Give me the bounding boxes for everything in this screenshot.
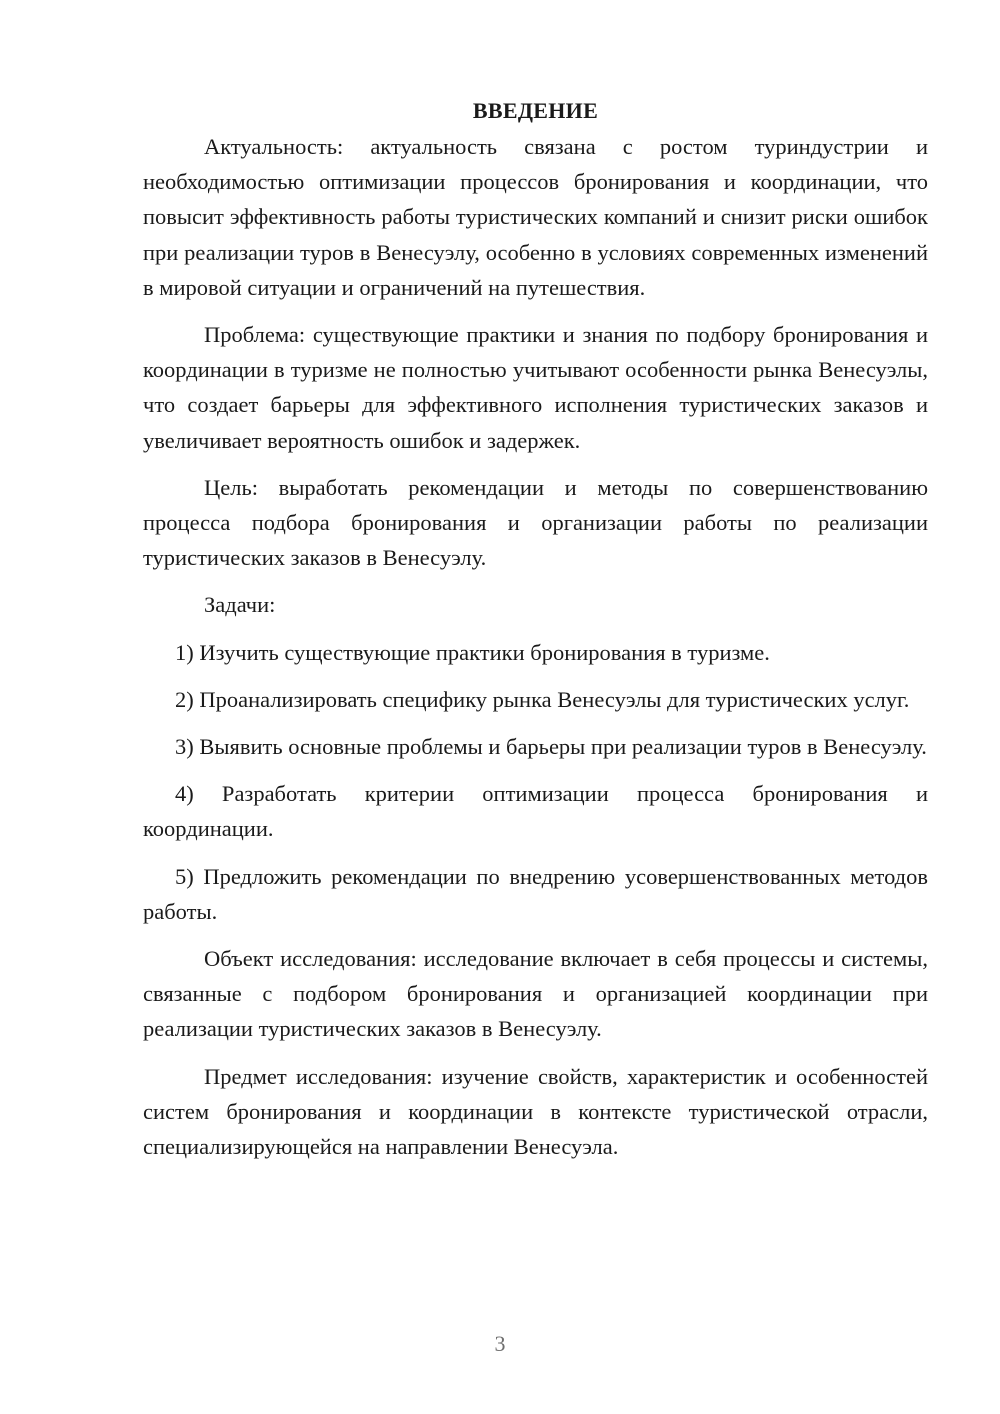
paragraph-problem: Проблема: существующие практики и знания по подбору бронирования и координации в туризме не полностью учитывают особенности рынка Венесуэлы, что создает барьеры для эффективного исполнения туристических заказов и увеличивает вероятность ошибок и задержек.	[143, 322, 928, 453]
tasks-list	[143, 635, 928, 929]
paragraph-object: Объект исследования: исследование включает в себя процессы и системы, связанные с подбором бронирования и организацией координации при реализации туристических заказов в Венесуэлу.	[143, 946, 928, 1042]
page-number: 3	[494, 1331, 506, 1356]
task-item-3: 3) Выявить основные проблемы и барьеры при реализации туров в Венесуэлу.	[175, 734, 927, 760]
page-title: ВВЕДЕНИЕ	[472, 98, 599, 123]
paragraph-subject: Предмет исследования: изучение свойств, характеристик и особенностей систем бронирования и координации в контексте туристической отрасли, специализирующейся на направлении Венесуэла.	[143, 1063, 928, 1160]
task-item-5: 5) Предложить рекомендации по внедрению усовершенствованных методов работы.	[143, 863, 928, 924]
task-item-1: 1) Изучить существующие практики бронирования в туризме.	[175, 639, 770, 665]
document-page	[143, 94, 928, 1164]
paragraph-goal: Цель: выработать рекомендации и методы по совершенствованию процесса подбора бронирования и организации работы по реализации туристических заказов в Венесуэлу.	[143, 474, 928, 571]
task-item-4: 4) Разработать критерии оптимизации процесса бронирования и координации.	[143, 781, 928, 842]
task-item-2: 2) Проанализировать специфику рынка Венесуэлы для туристических услуг.	[175, 686, 910, 712]
tasks-label: Задачи:	[204, 592, 276, 618]
paragraph-relevance: Актуальность: актуальность связана с ростом туриндустрии и необходимостью оптимизации процессов бронирования и координации, что повысит эффективность работы туристических компаний и снизит риски ошибок при реализации туров в Венесуэлу, особенно в условиях современных изменений в мировой ситуации и ограничений на путешествия.	[143, 134, 928, 300]
